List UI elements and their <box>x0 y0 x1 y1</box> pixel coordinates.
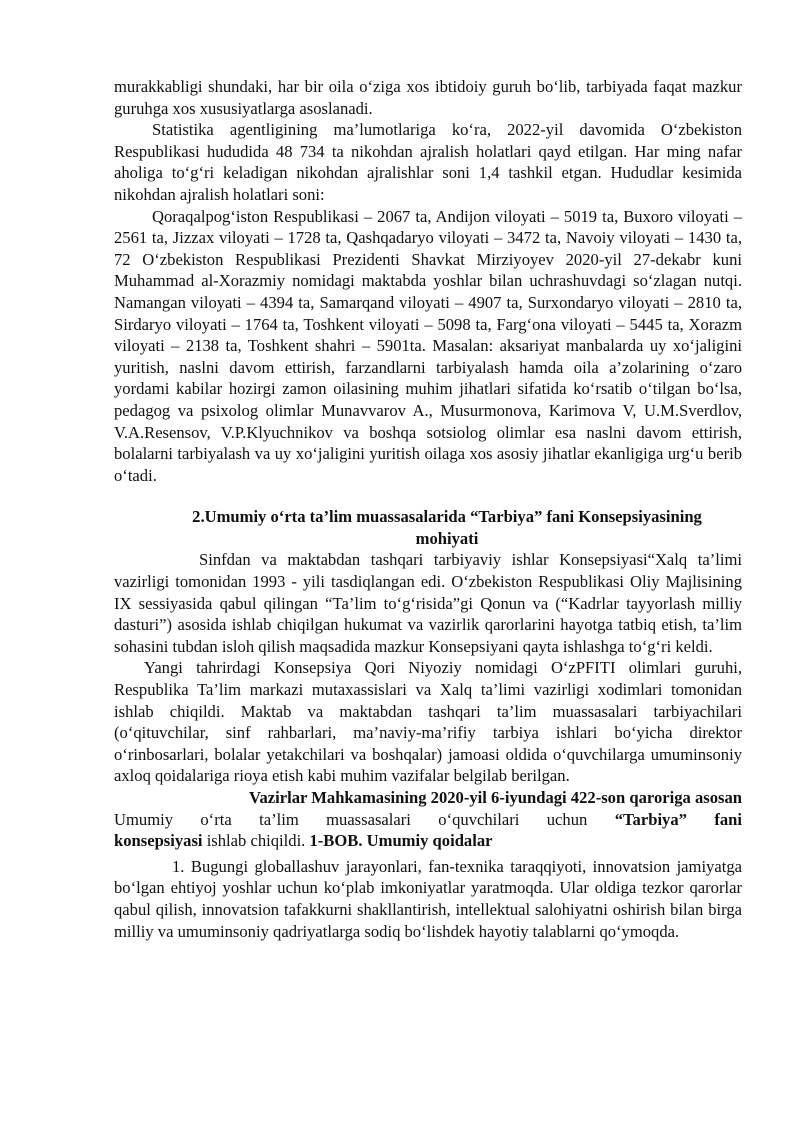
document-page <box>114 76 742 942</box>
section-heading-line1: 2.Umumiy o‘rta ta’lim muassasalarida “Tarbiya” fani Konsepsiyasining <box>192 507 702 527</box>
paragraph-point-1: 1. Bugungi globallashuv jarayonlari, fan-texnika taraqqiyoti, innovatsion jamiyatga bo‘lgan ehtiyoj yoshlar uchun ko‘plab imkoniyatlar yaratmoqda. Ular oldiga tezkor qarorlar qabul qilish, innovatsion tafakkurni shakllantirish, intellektual salohiyatni oshirish bilan birga milliy va umuminsoniy qadriyatlarga sodiq bo‘lishdek hayotiy talablarni qo‘ymoqda. <box>114 856 742 941</box>
paragraph-statistics: Statistika agentligining ma’lumotlariga ko‘ra, 2022-yil davomida O‘zbekiston Respublikasi hududida 48 734 ta nikohdan ajralish holatlari qayd etilgan. Har ming nafar aholiga to‘g‘ri keladigan nikohdan ajralishlar soni 1,4 tashkil etgan. Hududlar kesimida nikohdan ajralish holatlari soni: <box>114 120 742 204</box>
paragraph-new-edition: Yangi tahrirdagi Konsepsiya Qori Niyoziy nomidagi O‘zPFITI olimlari guruhi, Respublika Ta’lim markazi mutaxassislari va Xalq ta’limi vazirligi xodimlari tomonidan ishlab chiqildi. Maktab va maktabdan tashqari ta’lim muassasalari tarbiyachilari (o‘qituvchilar, sinf rahbarlari, ma’naviy-ma’rifiy tarbiya ishlari bo‘yicha direktor o‘rinbosarlari, bolalar yetakchilari va boshqalar) jamoasi oldida o‘quvchilarga umuminsoniy axloq qoidalariga rioya etish kabi muhim vazifalar belgilab berilgan. <box>114 658 742 786</box>
paragraph-concept-history: Sinfdan va maktabdan tashqari tarbiyaviy ishlar Konsepsiyasi“Xalq ta’limi vazirligi tomonidan 1993 - yili tasdiqlangan edi. O‘zbekiston Respublikasi Oliy Majlisining IX sessiyasida qabul qilingan “Ta’lim to‘g‘risida”gi Qonun va (“Kadrlar tayyorlash milliy dasturi”) asosida ishlab chiqilgan hukumat va vazirlik qarorlarini hayotga tatbiq etish, ta’lim sohasini tubdan isloh qilish maqsadida mazkur Konsepsiyani qayta ishlashga to‘g‘ri keldi. <box>114 550 742 656</box>
decree-concept-word: konsepsiyasi <box>114 831 203 851</box>
decree-text: Umumiy o‘rta ta’lim muassasalari o‘quvchilari uchun <box>114 809 588 829</box>
decree-subject: “Tarbiya” fani <box>614 809 742 829</box>
section-heading-line2: mohiyati <box>415 528 479 548</box>
decree-developed: ishlab chiqildi. <box>202 831 310 851</box>
decree-line-2 <box>114 809 742 831</box>
decree-title: Vazirlar Mahkamasining 2020-yil 6-iyundagi 422-son qaroriga asosan <box>249 788 742 807</box>
decree-line-3 <box>114 830 742 852</box>
section-heading <box>114 506 742 549</box>
chapter-title: 1-BOB. Umumiy qoidalar <box>309 831 493 851</box>
paragraph-continuation: murakkabligi shundaki, har bir oila o‘ziga xos ibtidoiy guruh bo‘lib, tarbiyada faqat mazkur guruhga xos xususiyatlarga asoslanadi. <box>114 77 742 118</box>
paragraph-regions: Qoraqalpog‘iston Respublikasi – 2067 ta, Andijon viloyati – 5019 ta, Buxoro viloyati – 2561 ta, Jizzax viloyati – 1728 ta, Qashqadaryo viloyati – 3472 ta, Navoiy viloyati – 1430 ta, 72 O‘zbekiston Respublikasi Prezidenti Shavkat Mirziyoyev 2020-yil 27-dekabr kuni Muhammad al-Xorazmiy nomidagi maktabda yoshlar bilan uchrashuvdagi so‘zlagan nutqi. Namangan viloyati – 4394 ta, Samarqand viloyati – 4907 ta, Surxondaryo viloyati – 2810 ta, Sirdaryo viloyati – 1764 ta, Toshkent viloyati – 5098 ta, Farg‘ona viloyati – 5445 ta, Xorazm viloyati – 2138 ta, Toshkent shahri – 5901ta. Masalan: aksariyat manbalarda uy xo‘jaligini yuritish, naslni davom ettirish, farzandlarni tarbiyalash hamda oila a’zolarining o‘zaro yordami kabilar hozirgi zamon oilasining muhim jihatlari sifatida ko‘rsatib o‘tilgan bo‘lsa, pedagog va psixolog olimlar Munavvarov A., Musurmonova, Karimova V, U.M.Sverdlov, V.A.Resensov, V.P.Klyuchnikov va boshqa sotsiolog olimlar esa naslni davom ettirish, bolalarni tarbiyalash va uy xo‘jaligini yuritish oilaga xos asosiy jihatlar ekanligiga urg‘u berib o‘tadi. <box>114 206 742 485</box>
